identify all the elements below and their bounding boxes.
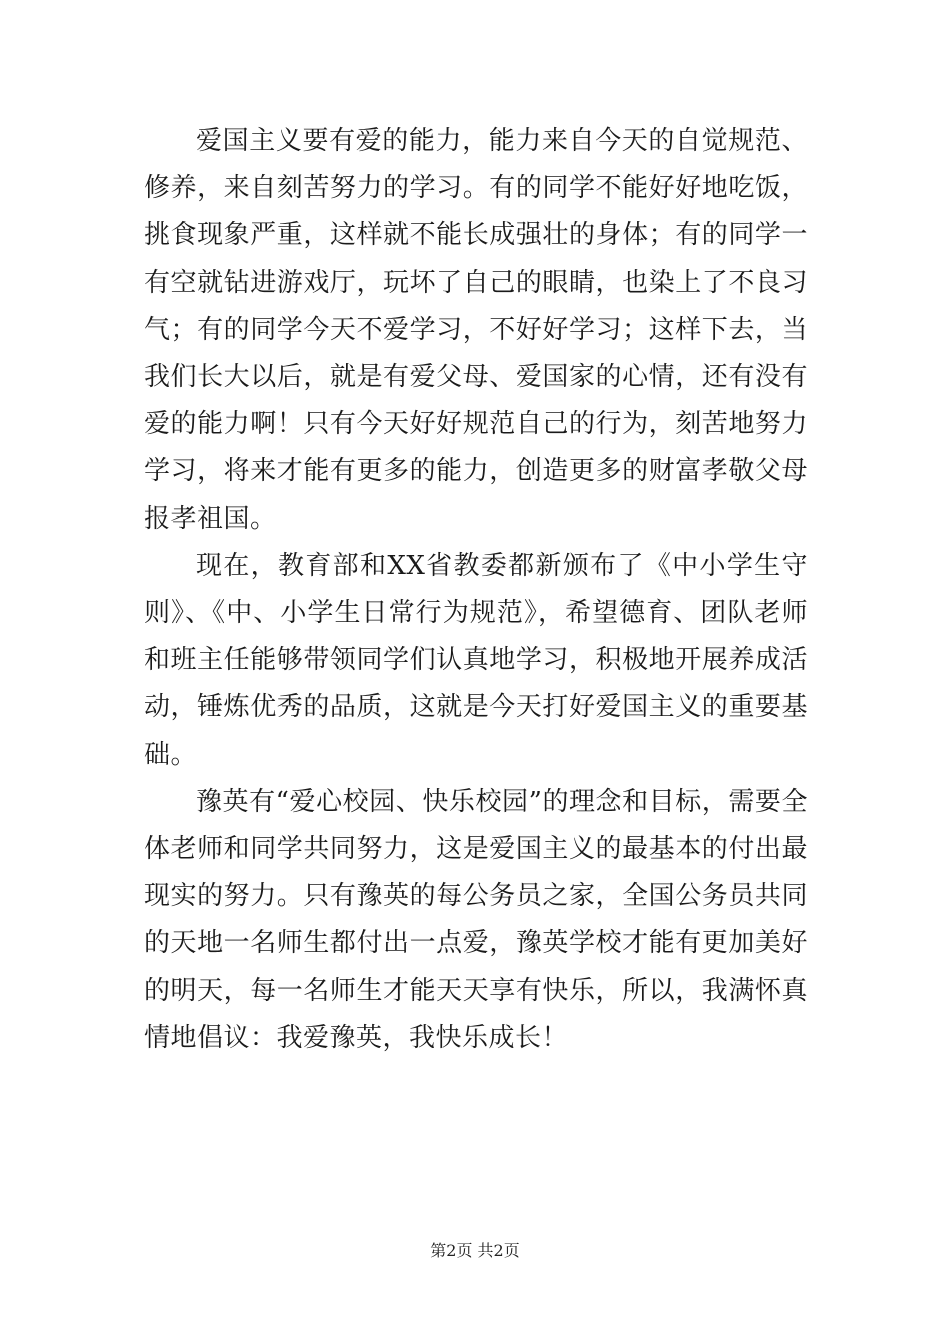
body-text: [144, 118, 808, 1062]
paragraph-1: 爱国主义要有爱的能力，能力来自今天的自觉规范、修养，来自刻苦努力的学习。有的同学不能好好地吃饭，挑食现象严重，这样就不能长成强壮的身体；有的同学一有空就钻进游戏厅，玩坏了自己的眼睛，也染上了不良习气；有的同学今天不爱学习，不好好学习；这样下去，当我们长大以后，就是有爱父母、爱国家的心情，还有没有爱的能力啊！只有今天好好规范自己的行为，刻苦地努力学习，将来才能有更多的能力，创造更多的财富孝敬父母报孝祖国。: [144, 126, 808, 534]
page-footer: 第2页 共2页: [430, 1241, 520, 1260]
paragraph-2: 现在，教育部和XX省教委都新颁布了《中小学生守则》、《中、小学生日常行为规范》，希望德育、团队老师和班主任能够带领同学们认真地学习，积极地开展养成活动，锤炼优秀的品质，这就是今天打好爱国主义的重要基础。: [144, 550, 808, 770]
paragraph-3: 豫英有“爱心校园、快乐校园”的理念和目标，需要全体老师和同学共同努力，这是爱国主义的最基本的付出最现实的努力。只有豫英的每公务员之家，全国公务员共同的天地一名师生都付出一点爱，豫英学校才能有更加美好的明天，每一名师生才能天天享有快乐，所以，我满怀真情地倡议：我爱豫英，我快乐成长！: [144, 786, 808, 1053]
